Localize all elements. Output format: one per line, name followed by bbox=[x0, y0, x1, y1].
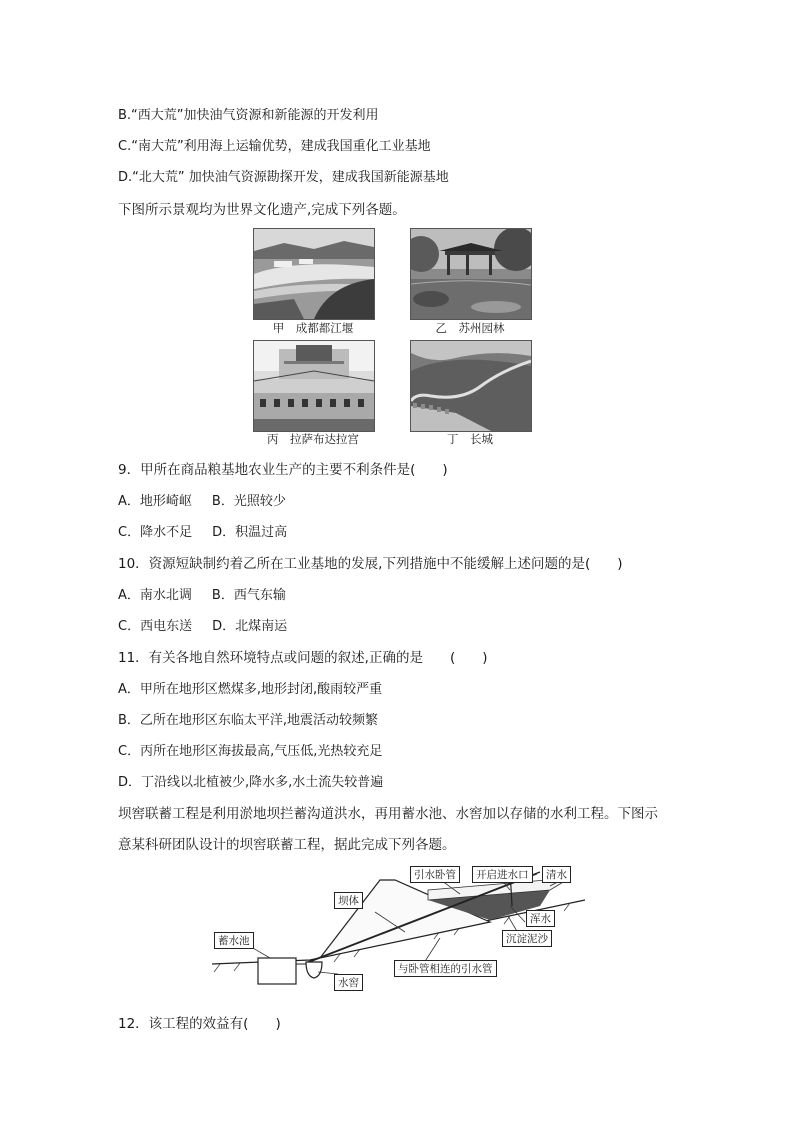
q9-option-a: A．地形崎岖 bbox=[118, 494, 192, 509]
label-muddy-water: 浑水 bbox=[526, 910, 555, 927]
q10-stem: 10．资源短缺制约着乙所在工业基地的发展,下列措施中不能缓解上述问题的是( ) bbox=[118, 556, 623, 572]
q10-option-a: A．南水北调 bbox=[118, 588, 192, 603]
caption-yi: 乙 苏州园林 bbox=[435, 321, 505, 335]
q11-option-b: B．乙所在地形区东临太平洋,地震活动较频繁 bbox=[118, 713, 379, 728]
q9-option-d: D．积温过高 bbox=[212, 525, 288, 540]
q10-options-ab bbox=[118, 584, 286, 603]
photo-suzhou-garden bbox=[410, 228, 532, 320]
label-connected-pipe: 与卧管相连的引水管 bbox=[394, 960, 497, 977]
q8-option-c: C.“南大荒”利用海上运输优势，建成我国重化工业基地 bbox=[118, 139, 431, 154]
q12-stem: 12．该工程的效益有( ) bbox=[118, 1016, 281, 1032]
label-sediment: 沉淀泥沙 bbox=[502, 930, 552, 947]
heritage-intro: 下图所示景观均为世界文化遗产,完成下列各题。 bbox=[118, 202, 406, 218]
q10-option-c: C．西电东送 bbox=[118, 619, 193, 634]
label-reservoir: 蓄水池 bbox=[214, 932, 254, 949]
caption-jia: 甲 成都都江堰 bbox=[272, 321, 354, 335]
caption-ding: 丁 长城 bbox=[447, 432, 493, 446]
q8-option-b: B.“西大荒”加快油气资源和新能源的开发利用 bbox=[118, 108, 379, 123]
q11-option-c: C．丙所在地形区海拔最高,气压低,光热较充足 bbox=[118, 744, 383, 759]
dam-intro-line1: 坝窖联蓄工程是利用淤地坝拦蓄沟道洪水，再用蓄水池、水窖加以存储的水利工程。下图示 bbox=[118, 806, 658, 822]
photo-great-wall bbox=[410, 340, 532, 432]
q10-options-cd bbox=[118, 615, 287, 634]
q11-stem: 11．有关各地自然环境特点或问题的叙述,正确的是 ( ) bbox=[118, 650, 488, 666]
photo-potala-palace bbox=[253, 340, 375, 432]
q10-option-d: D．北煤南运 bbox=[212, 619, 288, 634]
label-clear-water: 清水 bbox=[542, 866, 571, 883]
label-intake-pipe: 引水卧管 bbox=[410, 866, 460, 883]
caption-bing: 丙 拉萨布达拉宫 bbox=[267, 432, 359, 446]
q8-option-d: D.“北大荒” 加快油气资源勘探开发，建成我国新能源基地 bbox=[118, 170, 449, 185]
dam-cellar-diagram bbox=[210, 860, 590, 1000]
dam-intro-line2: 意某科研团队设计的坝窖联蓄工程，据此完成下列各题。 bbox=[118, 837, 456, 853]
q9-option-c: C．降水不足 bbox=[118, 525, 193, 540]
label-dam-body: 坝体 bbox=[334, 892, 363, 909]
q9-options-cd bbox=[118, 521, 287, 540]
q10-option-b: B．西气东输 bbox=[211, 588, 286, 603]
photo-dujiangyan bbox=[253, 228, 375, 320]
q9-stem: 9．甲所在商品粮基地农业生产的主要不利条件是( ) bbox=[118, 462, 448, 478]
label-cellar: 水窖 bbox=[334, 974, 363, 991]
q11-option-d: D．丁沿线以北植被少,降水多,水土流失较普遍 bbox=[118, 775, 384, 790]
q9-option-b: B．光照较少 bbox=[211, 494, 286, 509]
label-inlet: 开启进水口 bbox=[472, 866, 533, 883]
q9-options-ab bbox=[118, 490, 286, 509]
q11-option-a: A．甲所在地形区燃煤多,地形封闭,酸雨较严重 bbox=[118, 682, 383, 697]
